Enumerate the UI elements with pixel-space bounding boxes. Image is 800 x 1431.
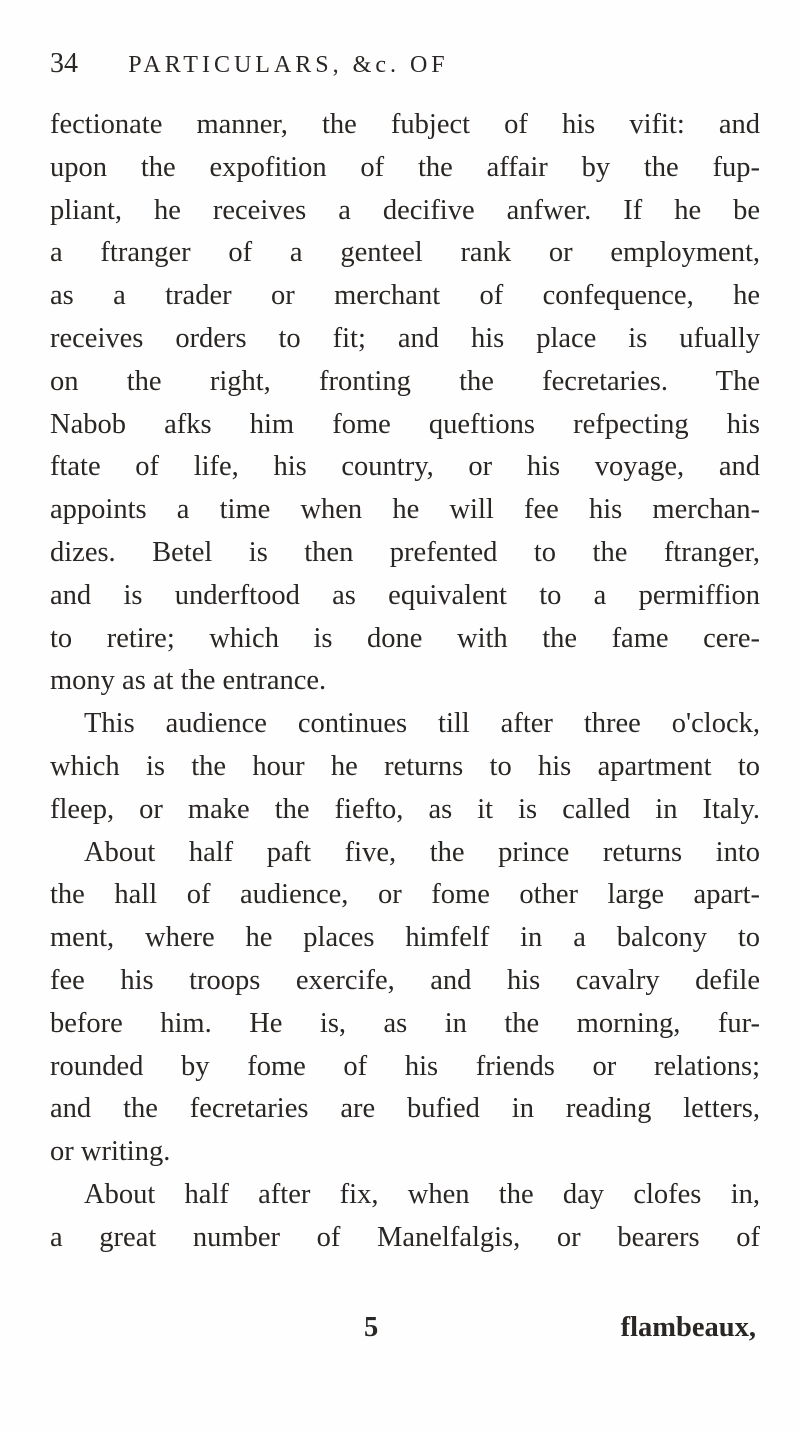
text-line: pliant, he receives a decifive anfwer. If he be xyxy=(50,194,760,226)
page-footer xyxy=(50,1307,756,1349)
text-line: This audience continues till after three o'clock, xyxy=(84,708,760,740)
text-line: to retire; which is done with the fame cere- xyxy=(50,622,760,654)
text-line: as a trader or merchant of confequence, he xyxy=(50,280,760,312)
text-line: mony as at the entrance. xyxy=(50,665,327,697)
text-line: or writing. xyxy=(50,1136,171,1168)
text-line: the hall of audience, or fome other large apart- xyxy=(50,879,760,911)
text-line: which is the hour he returns to his apartment to xyxy=(50,750,760,782)
body-text xyxy=(50,104,760,1260)
text-line: before him. He is, as in the morning, fur- xyxy=(50,1007,760,1039)
text-line: fleep, or make the fiefto, as it is called in Italy. xyxy=(50,793,760,825)
running-title: PARTICULARS, &c. OF xyxy=(128,52,449,78)
text-line: and the fecretaries are bufied in reading letters, xyxy=(50,1093,760,1125)
text-line: ftate of life, his country, or his voyage, and xyxy=(50,451,760,483)
text-line: fee his troops exercife, and his cavalry defile xyxy=(50,964,760,996)
text-line: a ftranger of a genteel rank or employment, xyxy=(50,237,760,269)
text-line: rounded by fome of his friends or relations; xyxy=(50,1050,760,1082)
text-line: appoints a time when he will fee his merchan- xyxy=(50,494,760,526)
text-line: dizes. Betel is then prefented to the ftranger, xyxy=(50,536,760,568)
text-line: ment, where he places himfelf in a balcony to xyxy=(50,922,760,954)
catchword: flambeaux, xyxy=(620,1312,756,1343)
text-line: on the right, fronting the fecretaries. The xyxy=(50,365,760,397)
text-line: fectionate manner, the fubject of his vifit: and xyxy=(50,109,760,140)
page-number: 34 xyxy=(50,48,78,79)
text-line: and is underftood as equivalent to a permiffion xyxy=(50,579,760,611)
signature-mark: 5 xyxy=(364,1312,379,1343)
text-line: About half paft five, the prince returns into xyxy=(84,836,760,868)
text-line: upon the expofition of the affair by the fup- xyxy=(50,151,760,183)
running-head xyxy=(50,44,750,84)
text-line: About half after fix, when the day clofes in, xyxy=(84,1178,760,1210)
text-line: a great number of Manelfalgis, or bearers of xyxy=(50,1221,760,1253)
text-line: receives orders to fit; and his place is ufually xyxy=(50,322,760,354)
text-line: Nabob afks him fome queftions refpecting his xyxy=(50,408,760,440)
